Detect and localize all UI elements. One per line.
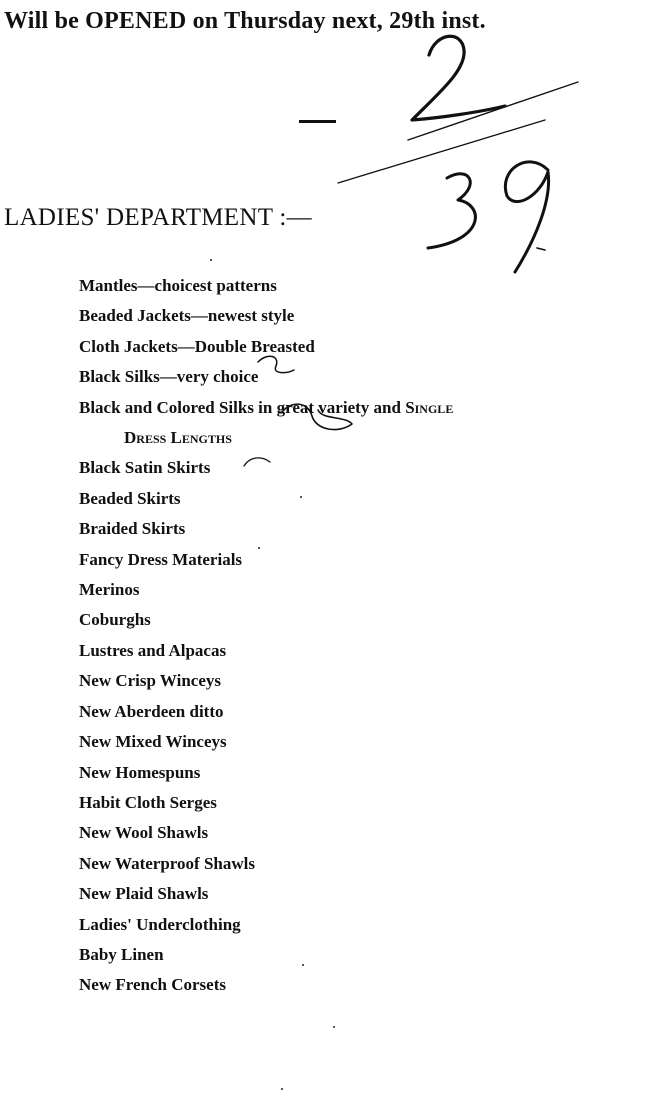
ink-speck [333,1026,335,1028]
list-item: New Mixed Winceys [79,732,227,752]
ink-speck [281,1088,283,1090]
list-item: New French Corsets [79,975,226,995]
list-item: Lustres and Alpacas [79,640,227,660]
headline: Will be OPENED on Thursday next, 29th inst. [4,8,486,34]
ink-speck [258,547,260,549]
section-heading: LADIES' DEPARTMENT :— [4,204,312,231]
ink-speck [302,964,304,966]
list-item: Fancy Dress Materials [79,549,243,569]
list-item [79,393,453,423]
list-item: New Crisp Winceys [79,671,221,691]
list-item: New Homespuns [79,762,201,782]
list-item: Beaded Jackets—newest style [79,306,295,326]
list-item: Merinos [79,580,140,600]
list-item: Habit Cloth Serges [79,792,217,812]
list-item: Mantles—choicest patterns [79,276,277,295]
list-item-text: Black and Colored Silks in great variety and [79,397,401,417]
list-item: New Aberdeen ditto [79,701,224,721]
dress-lengths-small-caps: Dress Lengths [124,428,232,448]
list-item: Ladies' Underclothing [79,914,241,934]
list-item-continuation [79,423,453,453]
single-small-caps: Single [405,397,454,417]
list-item: New Waterproof Shawls [79,853,255,873]
ink-speck [300,496,302,498]
list-item: Braided Skirts [79,519,186,539]
item-list [79,271,453,1001]
list-item: New Wool Shawls [79,823,209,843]
list-item: Coburghs [79,610,151,630]
list-item: Beaded Skirts [79,488,181,508]
ink-speck [210,259,212,261]
list-item: Cloth Jackets—Double Breasted [79,336,315,356]
list-item: New Plaid Shawls [79,884,209,904]
list-item: Black Satin Skirts [79,458,211,478]
handwritten-dash [299,120,336,123]
list-item: Black Silks—very choice [79,367,259,387]
list-item: Baby Linen [79,944,164,964]
